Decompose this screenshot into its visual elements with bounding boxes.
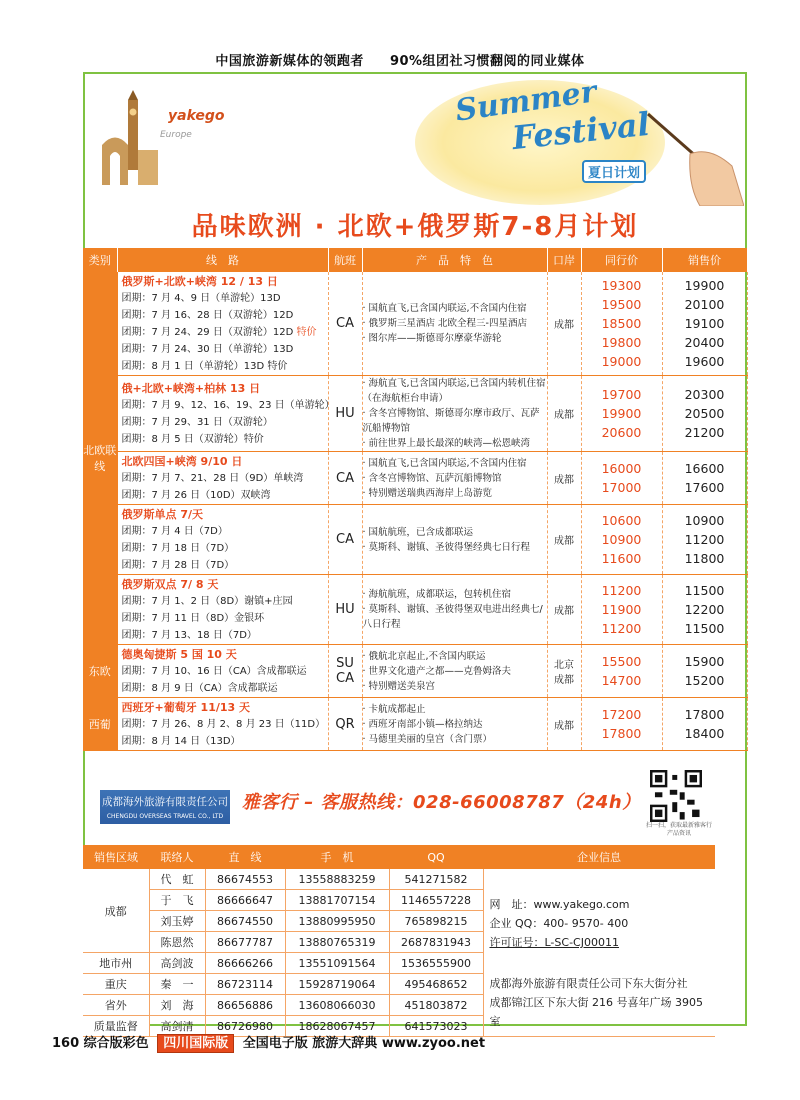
- contacts-header-row: [83, 845, 715, 869]
- contact-name: 秦 一: [149, 974, 205, 995]
- retail-price: 11800: [684, 551, 725, 566]
- departure-date-text: 团期：7 月 18 日（7D）: [121, 543, 235, 554]
- retail-price: 11200: [684, 532, 725, 547]
- feature-item: · 西班牙南部小镇—格拉纳达: [362, 718, 483, 730]
- mobile-number: 13881707154: [285, 890, 389, 911]
- departure-date: [118, 716, 328, 733]
- festival-cn-badge: 夏日计划: [582, 160, 646, 183]
- col-mobile: 手 机: [285, 845, 389, 869]
- contact-row: [83, 869, 715, 890]
- europe-script: Europe: [160, 130, 192, 140]
- departure-date-text: 团期：8 月 5 日（双游轮）特价: [121, 434, 264, 445]
- route-title: 俄罗斯双点 7/ 8 天: [121, 578, 219, 591]
- route-cell: [117, 575, 328, 645]
- qq-number: 451803872: [389, 995, 483, 1016]
- departure-date-text: 团期：7 月 9、12、16、19、23 日（单游轮）: [121, 400, 335, 411]
- retail-price: 11500: [684, 583, 725, 598]
- hotline-text: 雅客行 – 客服热线：028-66008787（24h）: [242, 792, 641, 813]
- category-cell: 东欧: [83, 645, 117, 698]
- departure-date: [118, 431, 328, 448]
- departure-date: [118, 290, 328, 307]
- port-cell: 成都: [547, 575, 581, 645]
- trade-price: 14700: [601, 673, 642, 688]
- departure-date-text: 团期：8 月 9 日（CA）含成都联运: [121, 683, 278, 694]
- category-cell: 西葡: [83, 698, 117, 751]
- trade-price: 19000: [601, 354, 642, 369]
- trade-price: 19500: [601, 297, 642, 312]
- departure-date-text: 团期：7 月 16、28 日（双游轮）12D: [121, 310, 294, 321]
- departure-date: [118, 341, 328, 358]
- qq-number: 1146557228: [389, 890, 483, 911]
- departure-date: [118, 487, 328, 504]
- feature-item: · 国航直飞,已含国内联运,不含国内住宿: [362, 457, 527, 469]
- departure-date-text: 团期：7 月 26、8 月 2、8 月 23 日（11D）: [121, 719, 326, 730]
- retail-price-cell: [662, 505, 747, 575]
- feature-item: · 卡航成都起止: [362, 703, 426, 715]
- port-cell: 成都: [547, 272, 581, 376]
- route-cell: [117, 272, 328, 376]
- retail-price: 17800: [684, 707, 725, 722]
- company-name-cn: 成都海外旅游有限责任公司: [102, 796, 228, 808]
- contact-name: 高剑清: [149, 1016, 205, 1037]
- company-logo: [100, 790, 230, 824]
- festival-heading: Festival: [510, 104, 652, 158]
- port-cell: 成都: [547, 376, 581, 452]
- route-row: [83, 645, 747, 698]
- feature-item: · 含冬宫博物馆、瓦萨沉船博物馆: [362, 472, 502, 484]
- trade-price-cell: [581, 575, 662, 645]
- trade-price: 19700: [601, 387, 642, 402]
- port-cell: 成都: [547, 505, 581, 575]
- col-trade-price: 同行价: [581, 248, 662, 272]
- mobile-number: 13880765319: [285, 932, 389, 953]
- departure-date-text: 团期：7 月 24、29 日（双游轮）12D: [121, 327, 297, 338]
- trade-price: 19800: [601, 335, 642, 350]
- feature-item: · 俄罗斯三星酒店 北欧全程三-四星酒店: [362, 318, 527, 329]
- feature-item: · 国航直飞,已含国内联运,不含国内住宿: [362, 303, 527, 314]
- retail-price-cell: [662, 698, 747, 751]
- direct-line: 86677787: [205, 932, 285, 953]
- features-cell: [362, 645, 547, 698]
- retail-price: 16600: [684, 461, 725, 476]
- retail-price: 12200: [684, 602, 725, 617]
- contacts-table: [83, 845, 715, 1037]
- summer-heading: Summer: [453, 74, 599, 129]
- trade-price-cell: [581, 645, 662, 698]
- port-cell: 北京 成都: [547, 645, 581, 698]
- feature-item: · 马德里美丽的皇宫（含门票）: [362, 733, 493, 745]
- col-category: 类别: [83, 248, 117, 272]
- trade-price: 11200: [601, 621, 642, 636]
- col-route: 线 路: [117, 248, 328, 272]
- trade-price: 17200: [601, 707, 642, 722]
- direct-line: 86666647: [205, 890, 285, 911]
- hotline-section: [100, 782, 740, 837]
- retail-price: 19600: [684, 354, 725, 369]
- trade-price-cell: [581, 698, 662, 751]
- retail-price-cell: [662, 452, 747, 505]
- route-cell: [117, 376, 335, 452]
- retail-price-cell: [662, 575, 747, 645]
- route-title: 德奥匈捷斯 5 国 10 天: [121, 648, 237, 661]
- retail-price: 20500: [684, 406, 725, 421]
- col-port: 口岸: [547, 248, 581, 272]
- big-ben-arch-icon: [100, 90, 160, 190]
- airline-cell: SU CA: [328, 645, 362, 698]
- direct-line: 86674550: [205, 911, 285, 932]
- port-cell: 成都: [547, 698, 581, 751]
- departure-date: [118, 627, 328, 644]
- departure-date: [118, 540, 328, 557]
- spacer: [490, 952, 710, 974]
- feature-item: · 海航航班，成都联运，包转机住宿: [362, 589, 512, 600]
- company-info-cell: [483, 869, 715, 1037]
- mobile-number: 18628067457: [285, 1016, 389, 1037]
- departure-date: [118, 523, 328, 540]
- trade-price: 17800: [601, 726, 642, 741]
- route-title: 俄罗斯+北欧+峡湾 12 / 13 日: [121, 275, 278, 288]
- qr-caption: 扫一扫，获取最新雅客行产品资讯: [646, 822, 713, 837]
- trade-price: 18500: [601, 316, 642, 331]
- retail-price: 18400: [684, 726, 725, 741]
- company-address: 成都锦江区下东大街 216 号喜年广场 3905 室: [489, 996, 703, 1028]
- mobile-number: 13880995950: [285, 911, 389, 932]
- port-cell: 成都: [547, 452, 581, 505]
- airline-cell: CA: [328, 272, 362, 376]
- feature-item: · 俄航北京起止,不含国内联运: [362, 650, 486, 662]
- routes-header-row: [83, 248, 747, 272]
- qq-number: 641573023: [389, 1016, 483, 1037]
- departure-date-text: 团期：7 月 1、2 日（8D）谢镇+庄园: [121, 596, 293, 607]
- airline-cell: CA: [328, 505, 362, 575]
- feature-item: · 世界文化遗产之都——克鲁姆洛夫: [362, 665, 512, 677]
- departure-date-text: 团期：7 月 26 日（10D）双峡湾: [121, 490, 271, 501]
- feature-item: · 特别赠送瑞典西海岸上岛游览: [362, 487, 493, 499]
- sales-region-cell: 成都: [83, 869, 149, 953]
- mobile-number: 13558883259: [285, 869, 389, 890]
- departure-date: [118, 663, 328, 680]
- trade-price: 19300: [601, 278, 642, 293]
- branch-name: 成都海外旅游有限责任公司下东大街分社: [489, 977, 688, 990]
- retail-price: 10900: [684, 513, 725, 528]
- departure-date: [118, 414, 328, 431]
- route-row: [83, 452, 747, 505]
- header-slogan: [0, 50, 800, 69]
- direct-line: 86656886: [205, 995, 285, 1016]
- departure-date-text: 团期：7 月 4 日（7D）: [121, 526, 228, 537]
- category-cell: 北欧联线: [83, 272, 117, 645]
- qq-number: 495468652: [389, 974, 483, 995]
- retail-price-cell: [662, 376, 747, 452]
- route-title: 西班牙+葡萄牙 11/13 天: [121, 701, 251, 714]
- footer-badge: 四川国际版: [157, 1034, 234, 1053]
- sales-region-cell: 质量监督: [83, 1016, 149, 1037]
- slogan-left: 中国旅游新媒体的领跑者: [215, 54, 364, 69]
- qq-number: 541271582: [389, 869, 483, 890]
- departure-date-text: 团期：7 月 10、16 日（CA）含成都联运: [121, 666, 307, 677]
- feature-item: · 含冬宫博物馆、斯德哥尔摩市政厅、瓦萨沉船博物馆: [362, 408, 540, 434]
- route-row: [83, 575, 747, 645]
- airline-cell: HU: [328, 376, 362, 452]
- retail-price: 20100: [684, 297, 725, 312]
- trade-price: 11900: [601, 602, 642, 617]
- spacer: [490, 873, 710, 895]
- airline-cell: CA: [328, 452, 362, 505]
- route-title: 北欧四国+峡湾 9/10 日: [121, 455, 243, 468]
- mobile-number: 13608066030: [285, 995, 389, 1016]
- contact-name: 陈恩然: [149, 932, 205, 953]
- routes-table: [83, 248, 748, 751]
- sales-region-cell: 重庆: [83, 974, 149, 995]
- sales-region-cell: 地市州: [83, 953, 149, 974]
- route-cell: [117, 698, 328, 751]
- retail-price: 15200: [684, 673, 725, 688]
- departure-date-text: 团期：7 月 4、9 日（单游轮）13D: [121, 293, 281, 304]
- trade-price-cell: [581, 505, 662, 575]
- retail-price-cell: [662, 272, 747, 376]
- retail-price: 20400: [684, 335, 725, 350]
- trade-price-cell: [581, 452, 662, 505]
- qq-number: 1536555900: [389, 953, 483, 974]
- mobile-number: 15928719064: [285, 974, 389, 995]
- departure-date-text: 团期：7 月 11 日（8D）金银环: [121, 613, 265, 624]
- features-cell: [362, 698, 547, 751]
- departure-date: [118, 680, 328, 697]
- airline-cell: QR: [328, 698, 362, 751]
- sales-region-cell: 省外: [83, 995, 149, 1016]
- feature-item: · 前往世界上最长最深的峡湾—松恩峡湾: [362, 438, 531, 449]
- trade-price-cell: [581, 272, 662, 376]
- feature-item: · 国航航班，已含成都联运: [362, 526, 474, 538]
- contact-name: 高剑波: [149, 953, 205, 974]
- retail-price: 19100: [684, 316, 725, 331]
- trade-price: 16000: [601, 461, 642, 476]
- license-number: 许可证号：L-SC-CJ00011: [489, 936, 619, 949]
- trade-price: 10900: [601, 532, 642, 547]
- departure-date-text: 团期：7 月 24、30 日（单游轮）13D: [121, 344, 294, 355]
- direct-line: 86666266: [205, 953, 285, 974]
- features-cell: [362, 505, 547, 575]
- departure-date: [118, 593, 328, 610]
- airline-cell: HU: [328, 575, 362, 645]
- departure-date-text: 团期：7 月 13、18 日（7D）: [121, 630, 257, 641]
- contact-name: 刘 海: [149, 995, 205, 1016]
- feature-item: · 图尔库——斯德哥尔摩豪华游轮: [362, 333, 502, 344]
- col-flight: 航班: [328, 248, 362, 272]
- footer-url[interactable]: www.zyoo.net: [381, 1036, 486, 1051]
- trade-price: 11600: [601, 551, 642, 566]
- feature-item: · 特别赠送美泉宫: [362, 680, 436, 692]
- col-direct-line: 直 线: [205, 845, 285, 869]
- trade-price: 17000: [601, 480, 642, 495]
- company-website[interactable]: 网 址：www.yakego.com: [489, 898, 630, 911]
- special-price-note: 特价: [296, 327, 317, 338]
- footer-label2: 全国电子版 旅游大辞典: [242, 1036, 378, 1051]
- departure-date: [118, 557, 328, 574]
- retail-price: 15900: [684, 654, 725, 669]
- footer: [52, 1032, 485, 1051]
- col-features: 产 品 特 色: [362, 248, 547, 272]
- route-row: [83, 376, 747, 452]
- hand-with-pen-icon: [640, 96, 744, 206]
- trade-price: 10600: [601, 513, 642, 528]
- contact-name: 刘玉婷: [149, 911, 205, 932]
- company-qq: 企业 QQ：400- 9570- 400: [489, 917, 629, 930]
- direct-line: 86726980: [205, 1016, 285, 1037]
- yakego-logo: yakego: [168, 108, 225, 124]
- departure-date-text: 团期：7 月 7、21、28 日（9D）单峡湾: [121, 473, 304, 484]
- main-title: 品味欧洲 · 北欧+俄罗斯7-8月计划: [191, 212, 639, 242]
- route-cell: [117, 645, 328, 698]
- trade-price: 11200: [601, 583, 642, 598]
- departure-date-text: 团期：8 月 1 日（单游轮）13D 特价: [121, 361, 288, 372]
- departure-date-text: 团期：7 月 29、31 日（双游轮）: [121, 417, 273, 428]
- route-row: [83, 698, 747, 751]
- route-row: [83, 505, 747, 575]
- departure-date: [118, 397, 335, 414]
- slogan-right: 90%组团社习惯翻阅的同业媒体: [389, 54, 585, 69]
- features-cell: [362, 272, 547, 376]
- route-cell: [117, 452, 328, 505]
- trade-price-cell: [581, 376, 662, 452]
- trade-price: 15500: [601, 654, 642, 669]
- retail-price: 11500: [684, 621, 725, 636]
- features-cell: [362, 452, 547, 505]
- col-qq: QQ: [389, 845, 483, 869]
- col-retail-price: 销售价: [662, 248, 747, 272]
- departure-date: [118, 610, 328, 627]
- departure-date: [118, 470, 328, 487]
- route-row: [83, 272, 747, 376]
- company-name-en: CHENGDU OVERSEAS TRAVEL CO., LTD: [106, 813, 224, 820]
- departure-date: [118, 324, 328, 341]
- departure-date: [118, 733, 328, 750]
- features-cell: [362, 376, 547, 452]
- contact-name: 于 飞: [149, 890, 205, 911]
- departure-date: [118, 307, 328, 324]
- route-title: 俄+北欧+峡湾+柏林 13 日: [121, 382, 261, 395]
- page-number: 160: [52, 1036, 80, 1051]
- feature-item: · 莫斯科、谢镇、圣彼得堡双电进出经典七/八日行程: [362, 604, 543, 630]
- retail-price: 19900: [684, 278, 725, 293]
- qr-code-icon[interactable]: [650, 770, 702, 822]
- departure-date-text: 团期：8 月 14 日（13D）: [121, 736, 241, 747]
- trade-price: 20600: [601, 425, 642, 440]
- retail-price: 21200: [684, 425, 725, 440]
- trade-price: 19900: [601, 406, 642, 421]
- contact-name: 代 虹: [149, 869, 205, 890]
- route-cell: [117, 505, 328, 575]
- col-contact: 联络人: [149, 845, 205, 869]
- mobile-number: 13551091564: [285, 953, 389, 974]
- departure-date-text: 团期：7 月 28 日（7D）: [121, 560, 235, 571]
- feature-item: · 莫斯科、谢镇、圣彼得堡经典七日行程: [362, 541, 531, 553]
- qq-number: 2687831943: [389, 932, 483, 953]
- features-cell: [362, 575, 547, 645]
- direct-line: 86723114: [205, 974, 285, 995]
- route-title: 俄罗斯单点 7/天: [121, 508, 204, 521]
- col-sales-region: 销售区域: [83, 845, 149, 869]
- departure-date: [118, 358, 328, 375]
- direct-line: 86674553: [205, 869, 285, 890]
- retail-price: 17600: [684, 480, 725, 495]
- feature-item: · 海航直飞,已含国内联运,已含国内转机住宿（在海航柜台申请）: [362, 378, 546, 404]
- qq-number: 765898215: [389, 911, 483, 932]
- retail-price: 20300: [684, 387, 725, 402]
- footer-label1: 综合版彩色: [83, 1036, 149, 1051]
- retail-price-cell: [662, 645, 747, 698]
- col-company-info: 企业信息: [483, 845, 715, 869]
